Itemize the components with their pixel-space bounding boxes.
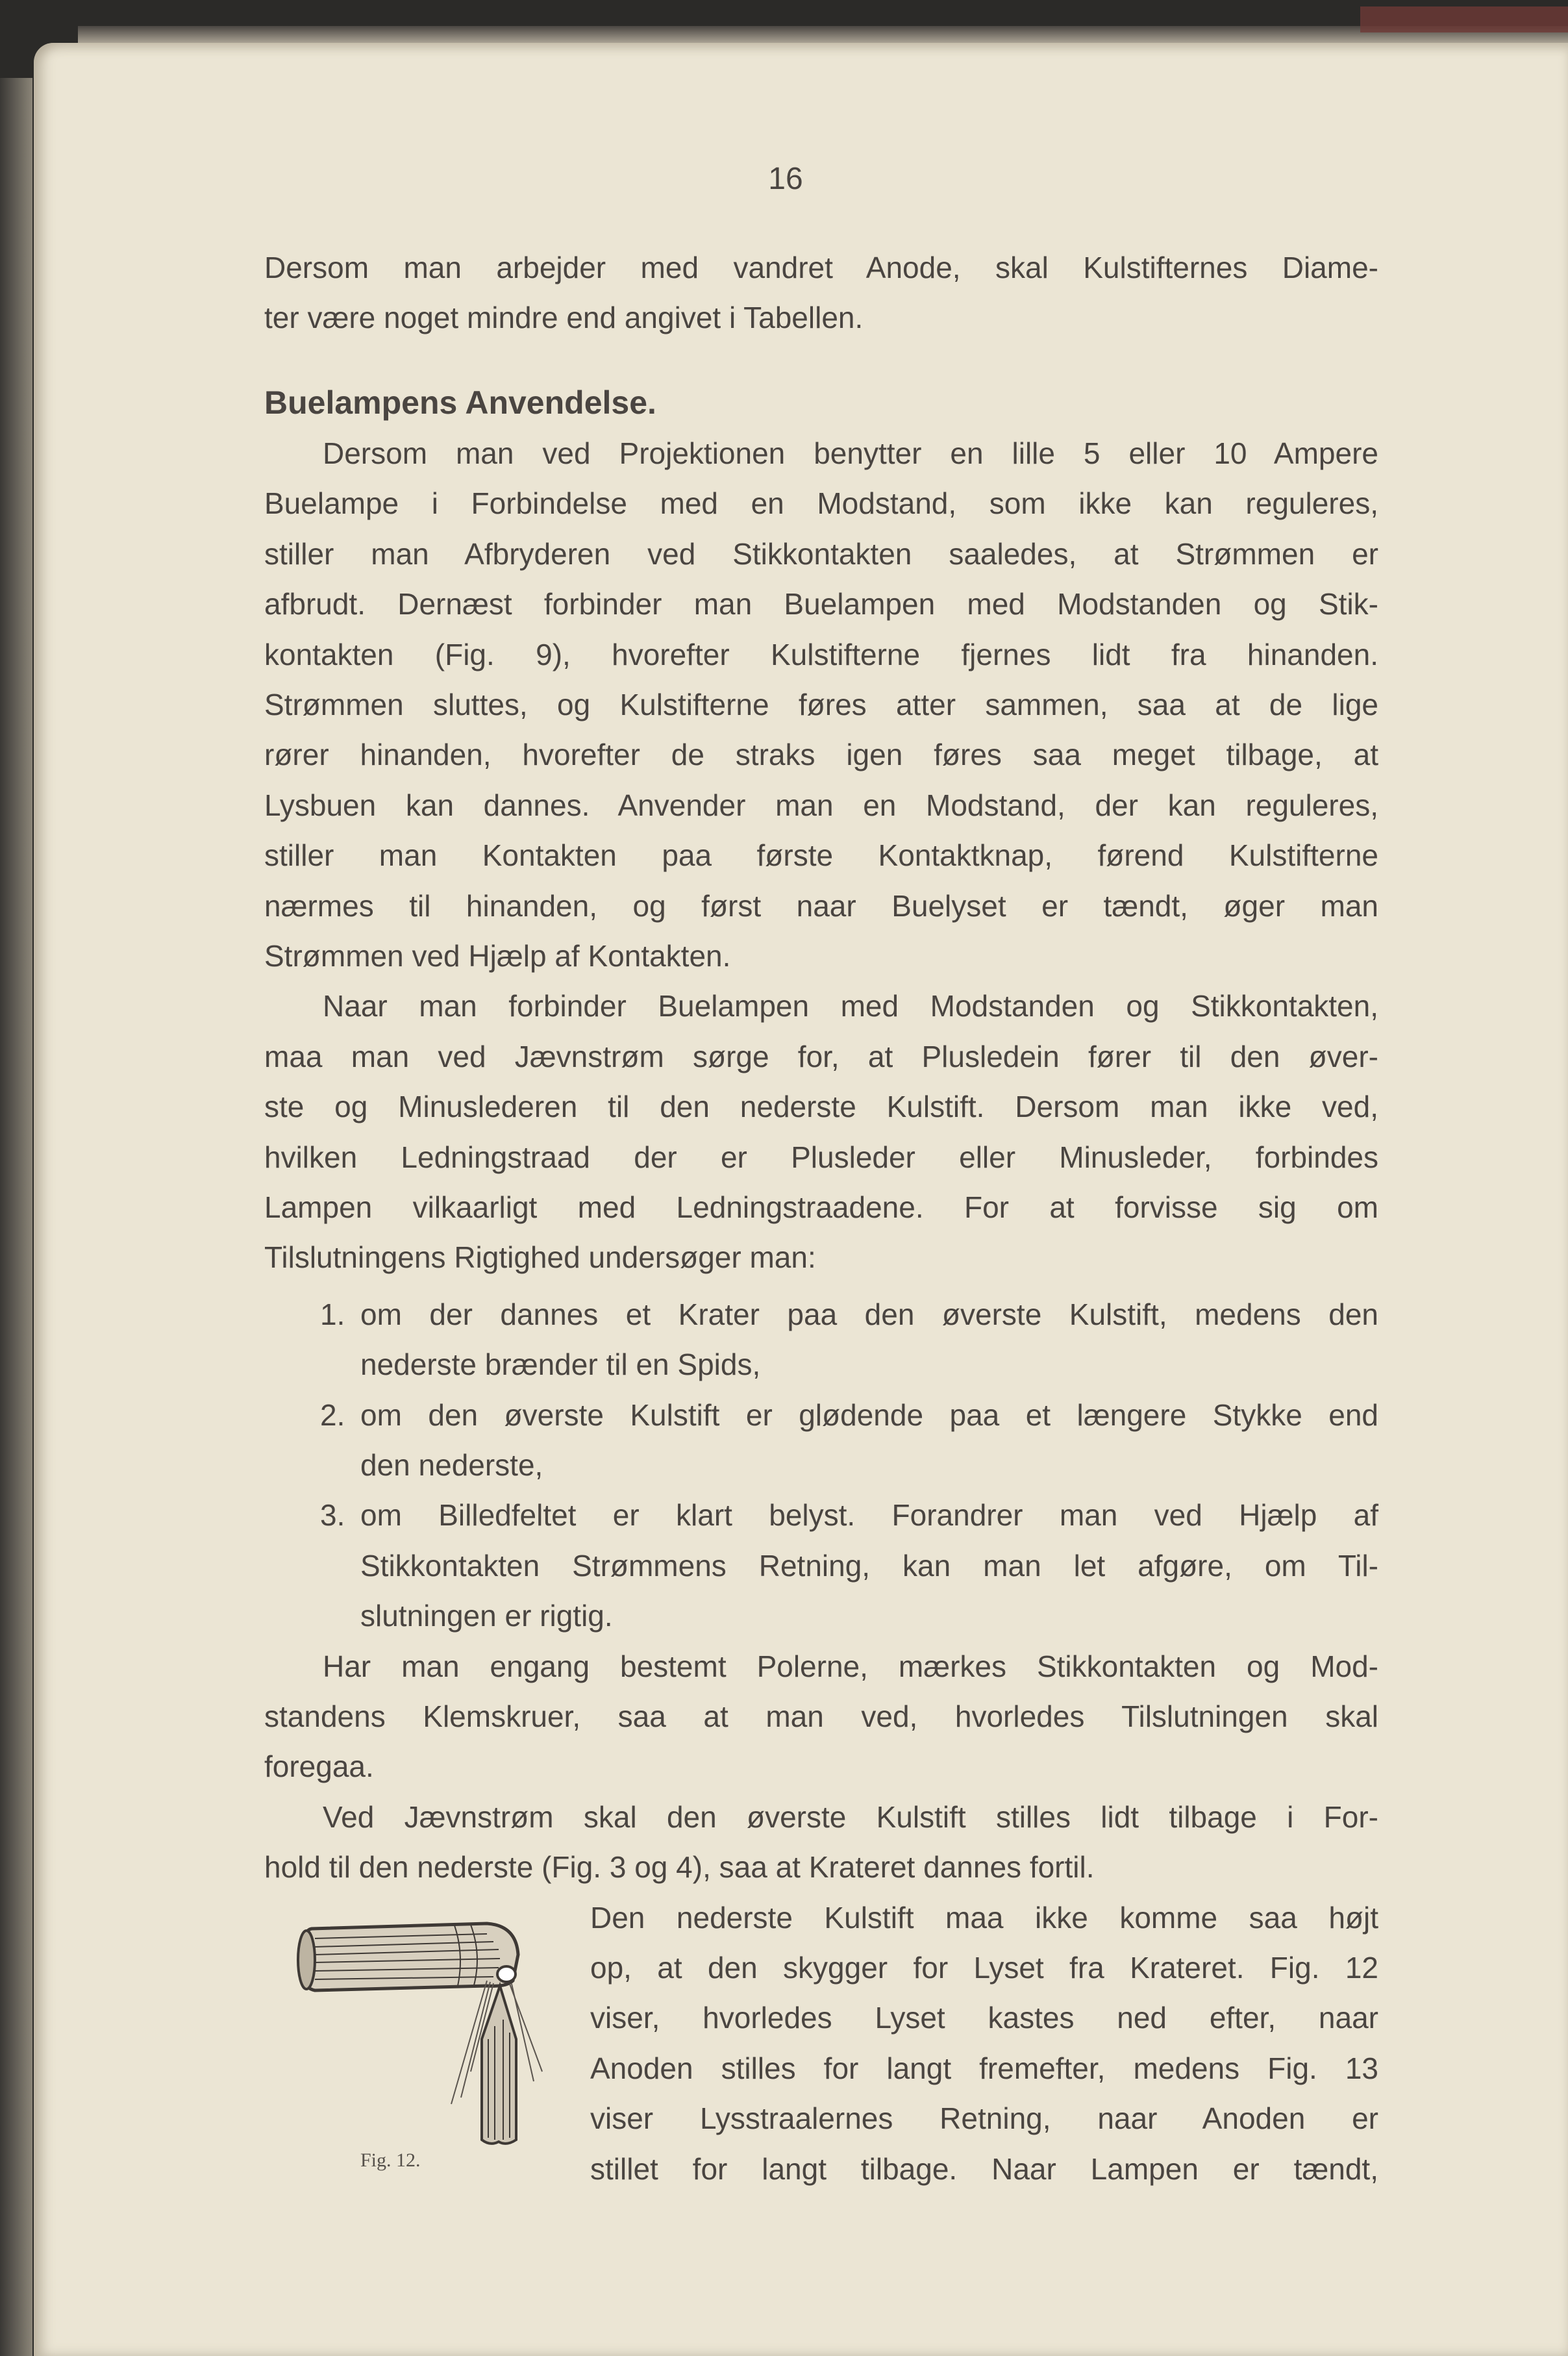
text-line: stiller man Afbryderen ved Stikkontakten saaledes, at Strømmen er [264, 536, 1378, 571]
list-number: 3. [320, 1498, 345, 1533]
figure-caption: Fig. 12. [360, 2149, 421, 2171]
page-number: 16 [768, 162, 803, 196]
text-line: Buelampe i Forbindelse med en Modstand, som ikke kan reguleres, [264, 486, 1378, 521]
text-line: Strømmen sluttes, og Kulstifterne føres atter sammen, saa at de lige [264, 688, 1378, 721]
text-line: slutningen er rigtig. [360, 1599, 613, 1633]
text-line: viser, hvorledes Lyset kastes ned efter, naar [590, 2001, 1378, 2035]
text-line: ter være noget mindre end angivet i Tabellen. [264, 301, 864, 335]
text-line: Dersom man arbejder med vandret Anode, skal Kulstifternes Diame- [264, 251, 1378, 284]
list-number: 1. [320, 1297, 345, 1331]
text-line: maa man ved Jævnstrøm sørge for, at Plusledein fører til den øver- [264, 1039, 1378, 1073]
text-line: stillet for langt tilbage. Naar Lampen er tændt, [590, 2151, 1378, 2186]
text-line: foregaa. [264, 1749, 374, 1784]
text-line: kontakten (Fig. 9), hvorefter Kulstifterne fjernes lidt fra hinanden. [264, 637, 1378, 671]
text-line: om Billedfeltet er klart belyst. Forandrer man ved Hjælp af [360, 1498, 1378, 1533]
text-line: Ved Jævnstrøm skal den øverste Kulstift stilles lidt tilbage i For- [323, 1799, 1378, 1834]
text-line: Anoden stilles for langt fremefter, medens Fig. 13 [590, 2051, 1378, 2085]
text-line: Stikkontakten Strømmens Retning, kan man let afgøre, om Til- [360, 1548, 1378, 1583]
text-line: ste og Minuslederen til den nederste Kulstift. Dersom man ikke ved, [264, 1090, 1378, 1124]
horizontal-carbon-rod [298, 1924, 518, 1990]
text-line: op, at den skygger for Lyset fra Krateret. Fig. 12 [590, 1951, 1378, 1985]
text-line: Naar man forbinder Buelampen med Modstanden og Stikkontakten, [323, 989, 1378, 1023]
text-line: om den øverste Kulstift er glødende paa et længere Stykke end [360, 1397, 1378, 1432]
text-line: om der dannes et Krater paa den øverste Kulstift, medens den [360, 1297, 1378, 1331]
text-line: afbrudt. Dernæst forbinder man Buelampen med Modstanden og Stik- [264, 587, 1378, 621]
text-line: viser Lysstraalernes Retning, naar Anoden er [590, 2101, 1378, 2136]
text-line: standens Klemskruer, saa at man ved, hvorledes Tilslutningen skal [264, 1699, 1378, 1733]
text-line: hvilken Ledningstraad der er Plusleder eller Minusleder, forbindes [264, 1140, 1378, 1174]
text-line: Strømmen ved Hjælp af Kontakten. [264, 939, 731, 973]
list-number: 2. [320, 1397, 345, 1432]
text-line: Lampen vilkaarligt med Ledningstraadene. For at forvisse sig om [264, 1190, 1378, 1224]
text-line: Lysbuen kan dannes. Anvender man en Modstand, der kan reguleres, [264, 788, 1378, 822]
text-line: nederste brænder til en Spids, [360, 1347, 761, 1382]
text-line: Tilslutningens Rigtighed undersøger man: [264, 1240, 816, 1275]
text-line: hold til den nederste (Fig. 3 og 4), saa at Krateret dannes fortil. [264, 1850, 1095, 1885]
section-heading: Buelampens Anvendelse. [264, 384, 656, 421]
book-spine [0, 78, 32, 2356]
text-line: nærmes til hinanden, og først naar Buelyset er tændt, øger man [264, 888, 1378, 923]
text-line: Den nederste Kulstift maa ikke komme saa højt [590, 1900, 1378, 1935]
text-line: Har man engang bestemt Polerne, mærkes Stikkontakten og Mod- [323, 1649, 1378, 1683]
figure-carbon-rods [292, 1909, 552, 2149]
book-cover-corner [1360, 6, 1568, 32]
text-line: den nederste, [360, 1448, 543, 1482]
text-line: rører hinanden, hvorefter de straks igen føres saa meget tilbage, at [264, 738, 1378, 772]
text-line: stiller man Kontakten paa første Kontaktknap, førend Kulstifterne [264, 838, 1378, 873]
text-line: Dersom man ved Projektionen benytter en lille 5 eller 10 Ampere [323, 436, 1378, 470]
